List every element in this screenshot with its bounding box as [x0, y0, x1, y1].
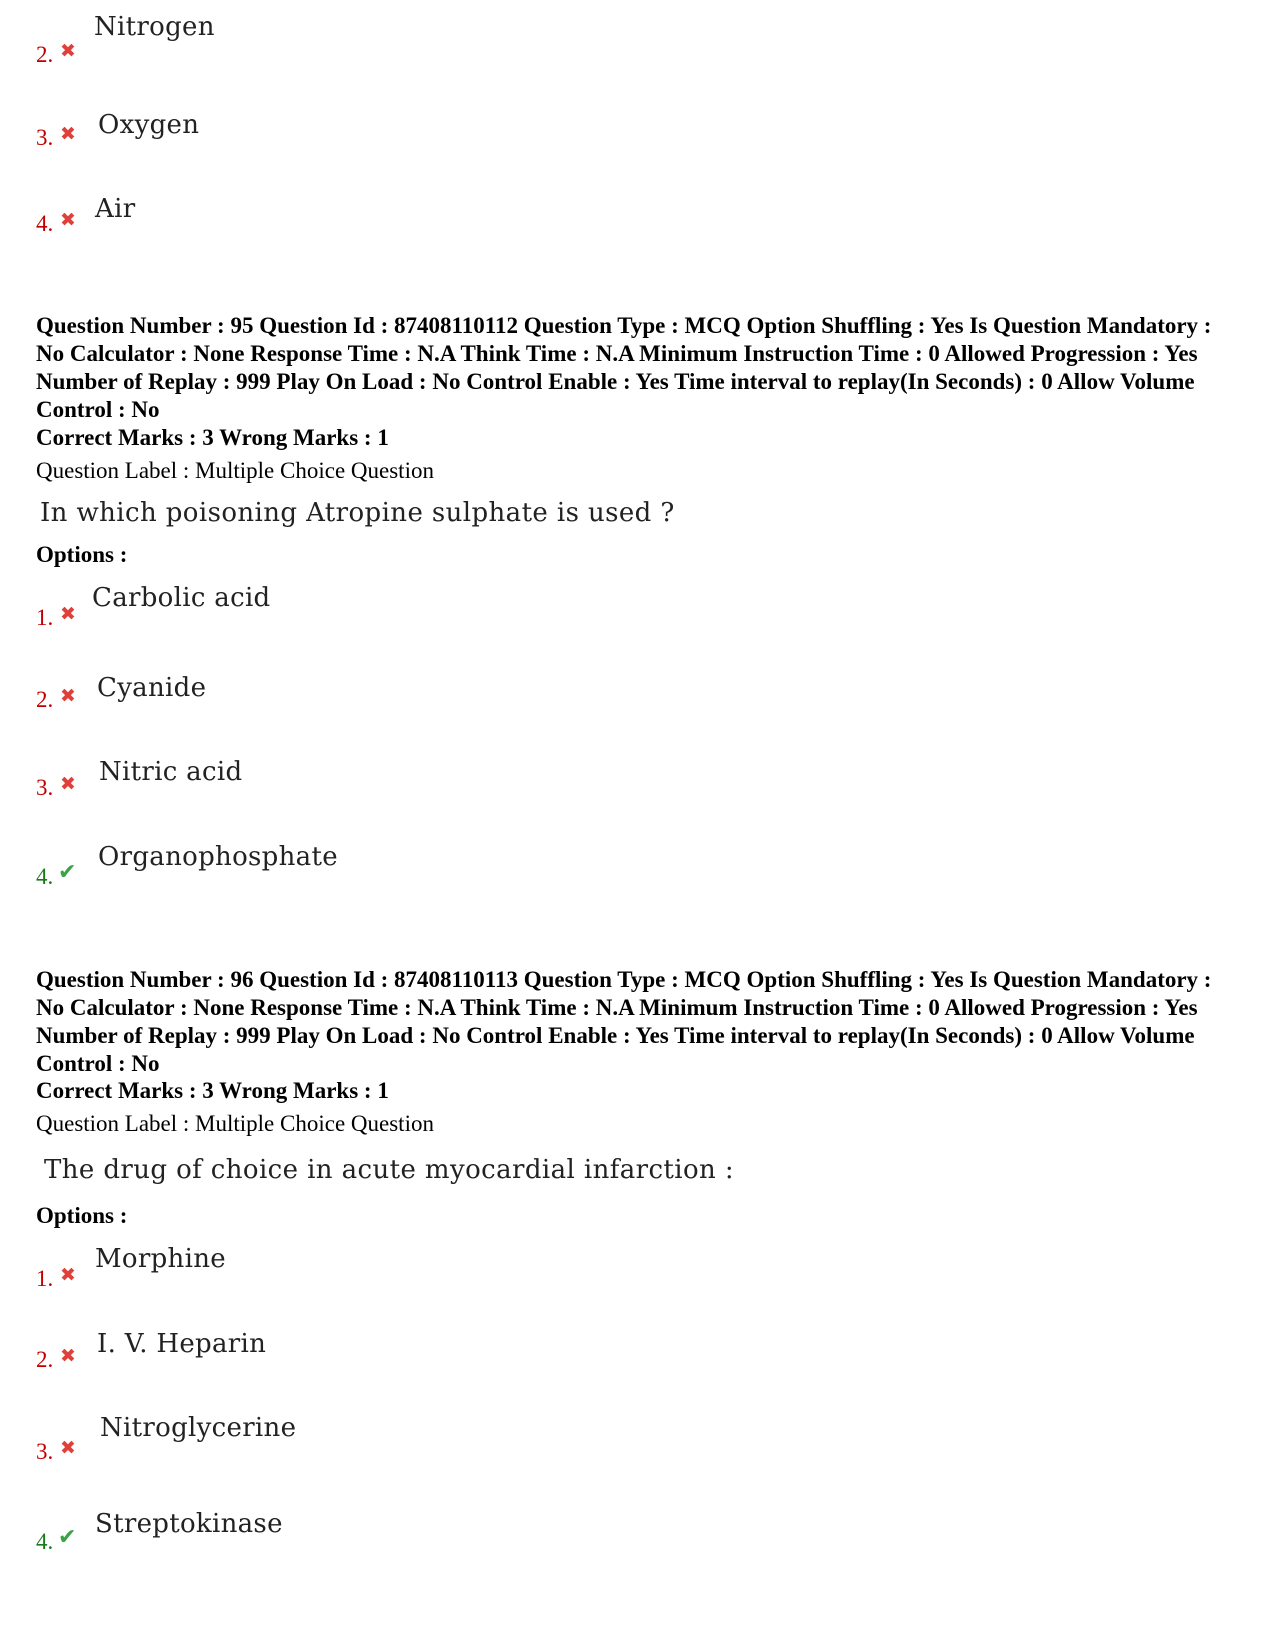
- question-label: Question Label : Multiple Choice Question: [36, 458, 434, 483]
- cross-mark-icon: ✖: [60, 40, 76, 62]
- option-item: [0, 583, 900, 630]
- option-item: [0, 1413, 900, 1464]
- option-item: [0, 110, 900, 150]
- option-item: [0, 1509, 900, 1554]
- option-text: Streptokinase: [95, 1509, 283, 1539]
- question-marks: Correct Marks : 3 Wrong Marks : 1: [36, 1078, 389, 1103]
- question-meta: Question Number : 96 Question Id : 87408110113 Question Type : MCQ Option Shuffling : Yes Is Question Mandatory : No Calculator : None Response Time : N.A Think Time : N.A Minimum Instruction Time : 0 Allowed Progression : Yes Number of Replay : 999 Play On Load : No Control Enable : Yes Time interval to replay(In Seconds) : 0 Allow Volume Control : No: [36, 967, 1212, 1076]
- option-text: Organophosphate: [98, 842, 338, 872]
- option-text: Nitric acid: [99, 757, 243, 787]
- option-item: [0, 842, 900, 889]
- question-text: In which poisoning Atropine sulphate is used ?: [40, 498, 675, 528]
- option-item: [0, 194, 900, 234]
- option-number: 4.: [36, 211, 54, 236]
- option-number: 4.: [36, 1529, 54, 1554]
- option-text: Morphine: [95, 1244, 226, 1274]
- question-label: Question Label : Multiple Choice Question: [36, 1111, 434, 1136]
- check-mark-icon: ✔: [58, 1525, 77, 1550]
- check-mark-icon: ✔: [58, 860, 77, 885]
- option-number: 3.: [36, 125, 54, 150]
- cross-mark-icon: ✖: [60, 1437, 76, 1459]
- question-marks: Correct Marks : 3 Wrong Marks : 1: [36, 425, 389, 450]
- option-item: [0, 673, 900, 713]
- option-number: 2.: [36, 42, 54, 67]
- cross-mark-icon: ✖: [60, 209, 76, 231]
- cross-mark-icon: ✖: [60, 685, 76, 707]
- option-text: Nitroglycerine: [100, 1413, 297, 1443]
- option-item: [0, 757, 900, 800]
- question-text: The drug of choice in acute myocardial infarction :: [44, 1155, 735, 1185]
- options-label: Options :: [36, 542, 128, 567]
- option-number: 1.: [36, 1266, 54, 1291]
- option-number: 4.: [36, 864, 54, 889]
- cross-mark-icon: ✖: [60, 603, 76, 625]
- option-item: [0, 12, 900, 67]
- cross-mark-icon: ✖: [60, 123, 76, 145]
- option-text: Air: [95, 194, 136, 224]
- option-text: Oxygen: [98, 110, 200, 140]
- option-item: [0, 1244, 900, 1291]
- option-item: [0, 1329, 900, 1372]
- option-number: 2.: [36, 687, 54, 712]
- options-label: Options :: [36, 1203, 128, 1228]
- option-text: I. V. Heparin: [97, 1329, 267, 1359]
- cross-mark-icon: ✖: [60, 1345, 76, 1367]
- option-number: 3.: [36, 775, 54, 800]
- cross-mark-icon: ✖: [60, 773, 76, 795]
- cross-mark-icon: ✖: [60, 1264, 76, 1286]
- option-number: 2.: [36, 1347, 54, 1372]
- option-text: Nitrogen: [94, 12, 215, 42]
- option-text: Carbolic acid: [92, 583, 271, 613]
- option-number: 3.: [36, 1439, 54, 1464]
- option-number: 1.: [36, 605, 54, 630]
- option-text: Cyanide: [97, 673, 207, 703]
- question-meta: Question Number : 95 Question Id : 87408110112 Question Type : MCQ Option Shuffling : Yes Is Question Mandatory : No Calculator : None Response Time : N.A Think Time : N.A Minimum Instruction Time : 0 Allowed Progression : Yes Number of Replay : 999 Play On Load : No Control Enable : Yes Time interval to replay(In Seconds) : 0 Allow Volume Control : No: [36, 313, 1212, 422]
